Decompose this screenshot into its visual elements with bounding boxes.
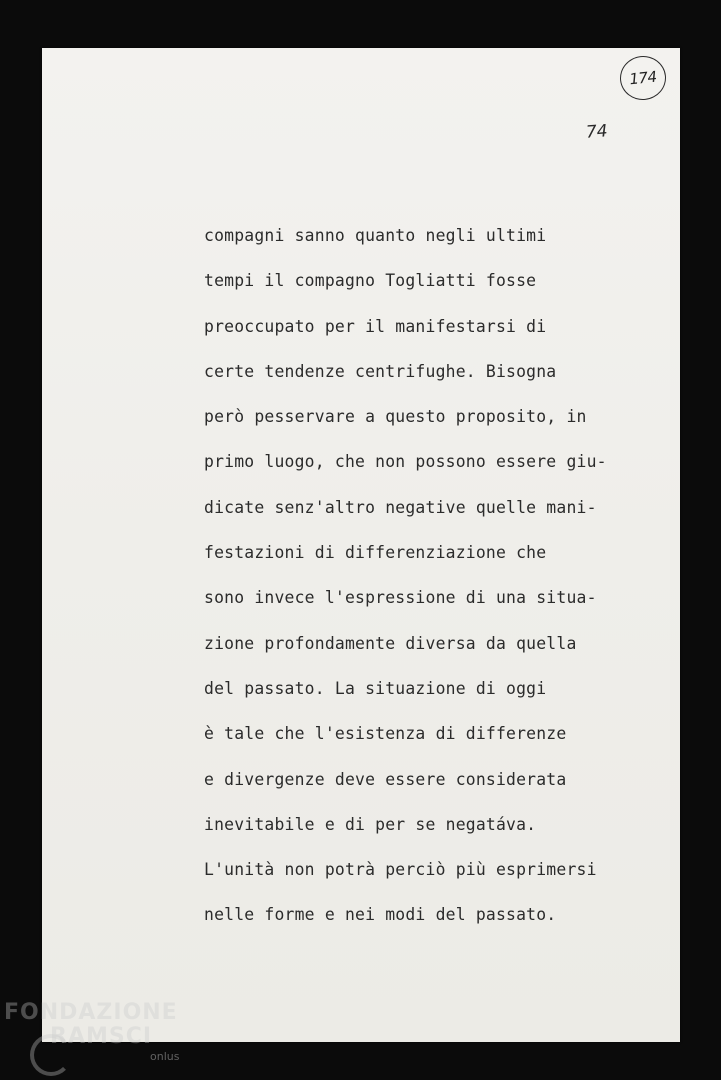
text-line: zione profondamente diversa da quella	[204, 633, 577, 653]
fondazione-gramsci-watermark	[4, 1000, 180, 1063]
text-line: preoccupato per il manifestarsi di	[204, 316, 547, 336]
text-line: nelle forme e nei modi del passato.	[204, 905, 557, 925]
text-line: inevitabile e di per se negatáva.	[204, 814, 537, 834]
text-line: però pesservare a questo proposito, in	[204, 407, 587, 427]
text-line: è tale che l'esistenza di differenze	[204, 724, 567, 744]
page-number: 74	[585, 121, 609, 143]
text-line: primo luogo, che non possono essere giu-	[204, 452, 607, 472]
text-line: compagni sanno quanto negli ultimi	[204, 226, 547, 245]
archive-number: 174	[628, 67, 658, 89]
text-line: tempi il compagno Togliatti fosse	[204, 271, 537, 291]
text-line: festazioni di differenziazione che	[204, 543, 547, 563]
text-line: certe tendenze centrifughe. Bisogna	[204, 361, 557, 381]
watermark-line2: RAMSCI	[50, 1024, 153, 1049]
archive-number-stamp	[618, 54, 668, 103]
text-line: dicate senz'altro negative quelle mani-	[204, 497, 597, 517]
watermark-line1: FONDAZIONE	[4, 1000, 178, 1025]
text-line: sono invece l'espressione di una situa-	[204, 588, 597, 608]
text-line: del passato. La situazione di oggi	[204, 678, 547, 698]
watermark-onlus: onlus	[150, 1050, 180, 1063]
typed-page	[42, 48, 680, 1042]
text-line: L'unità non potrà perciò più esprimersi	[204, 860, 597, 880]
typed-text-body	[204, 224, 684, 949]
text-line: e divergenze deve essere considerata	[204, 769, 567, 789]
